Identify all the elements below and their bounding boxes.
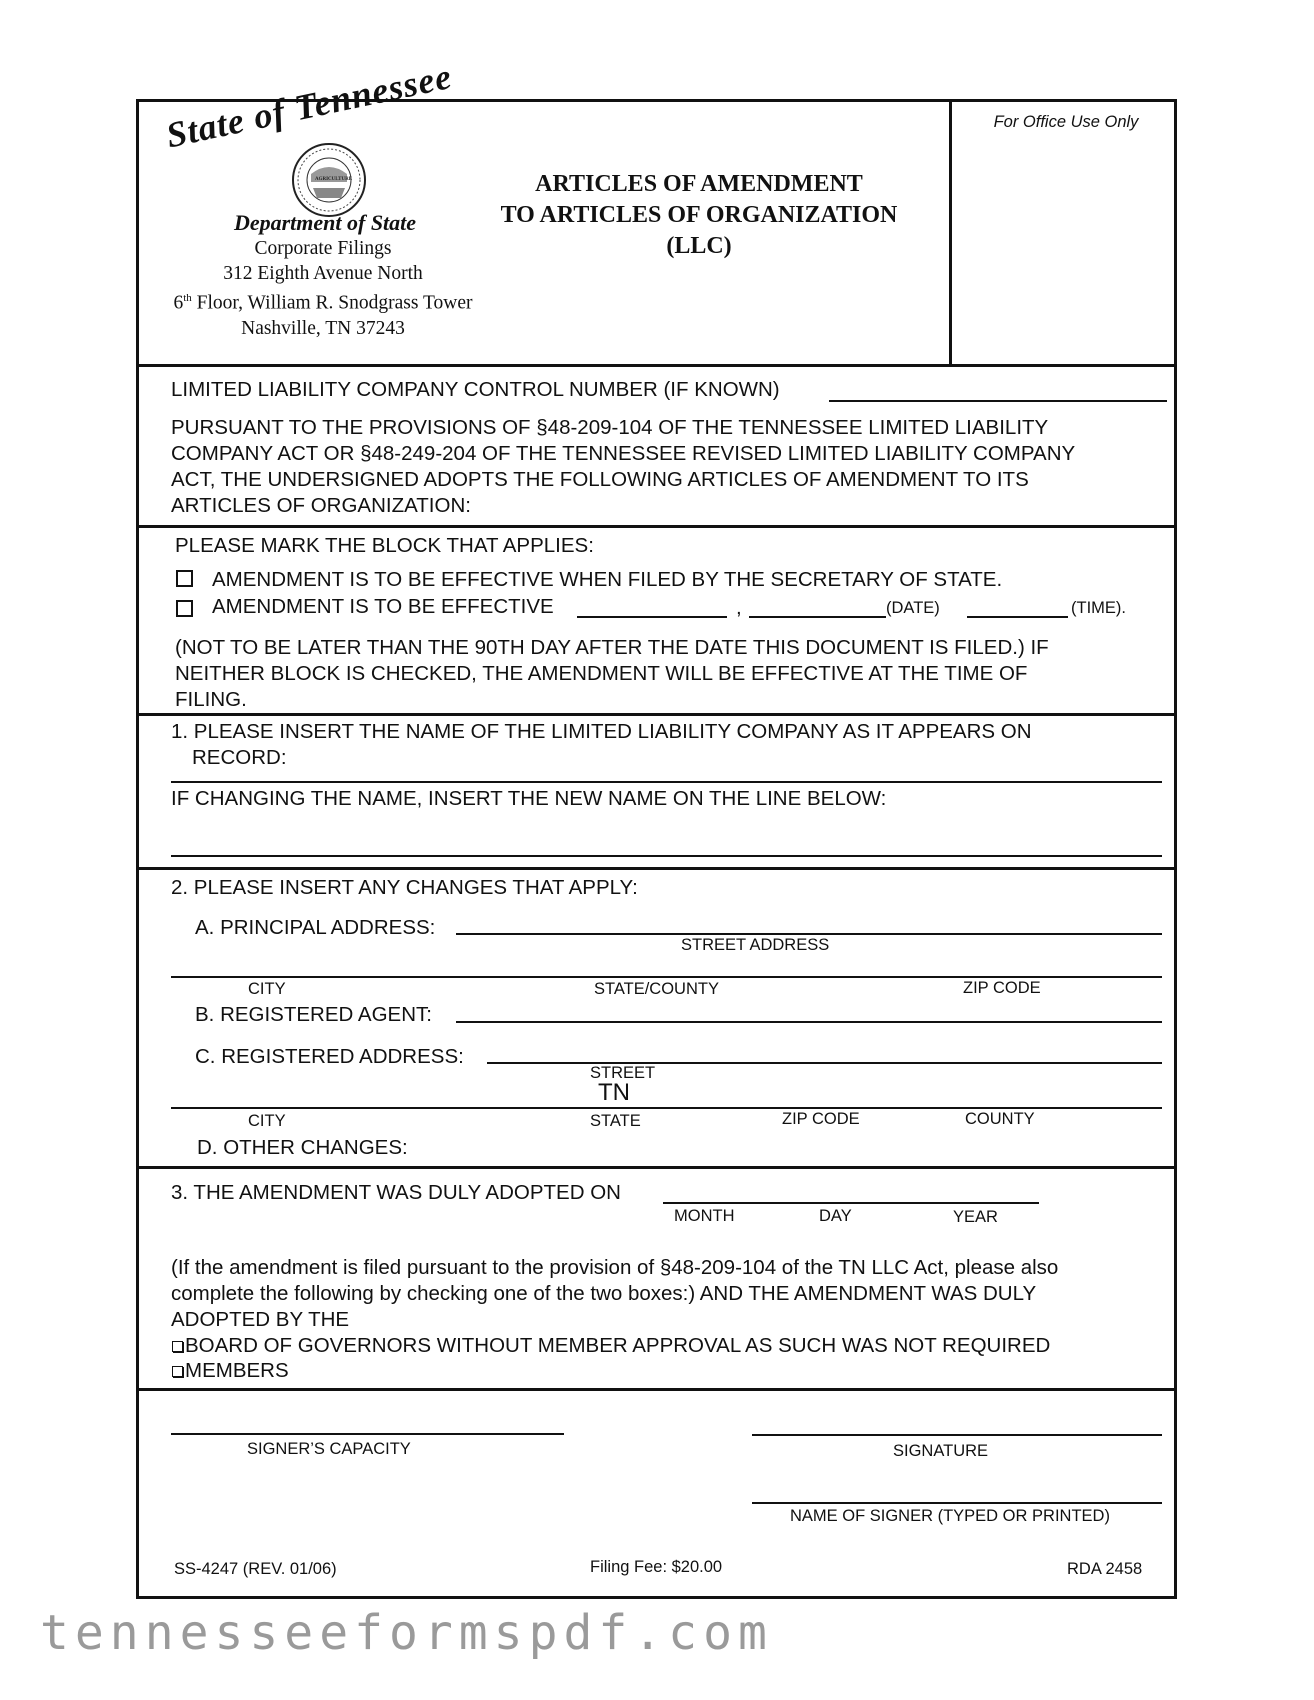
issuer-address: [153, 236, 493, 341]
division-line: Corporate Filings: [254, 238, 392, 259]
city2-label: CITY: [248, 1112, 286, 1130]
form-title: ARTICLES OF AMENDMENT TO ARTICLES OF ORGANIZATION (LLC): [500, 171, 898, 259]
street-address-label: STREET ADDRESS: [681, 936, 830, 954]
effective-date-field-2[interactable]: [749, 616, 886, 618]
signer-capacity-field[interactable]: [171, 1433, 564, 1435]
principal-city-field[interactable]: [171, 976, 1162, 978]
signature-label: SIGNATURE: [893, 1442, 989, 1460]
effective-date-field-1[interactable]: [577, 616, 727, 618]
board-of-governors-option[interactable]: BOARD OF GOVERNORS WITHOUT MEMBER APPROVAL AS SUCH WAS NOT REQUIRED: [172, 1333, 1050, 1359]
divider-effective: [139, 713, 1174, 716]
city-line: Nashville, TN 37243: [241, 317, 405, 339]
new-name-label: IF CHANGING THE NAME, INSERT THE NEW NAME ON THE LINE BELOW:: [171, 787, 887, 810]
effective-date-checkbox[interactable]: [176, 600, 193, 617]
new-name-field[interactable]: [171, 855, 1162, 857]
effective-date-label: AMENDMENT IS TO BE EFFECTIVE: [212, 595, 554, 618]
street-label: STREET: [590, 1064, 656, 1082]
members-checkbox[interactable]: [172, 1366, 183, 1377]
site-watermark: tennesseeformspdf.com: [40, 1605, 773, 1661]
other-changes-label: D. OTHER CHANGES:: [197, 1136, 408, 1159]
pursuant-paragraph: PURSUANT TO THE PROVISIONS OF §48-209-104 OF THE TENNESSEE LIMITED LIABILITY COMPANY ACT OR §48-249-204 OF THE TENNESSEE REVISED LIMITED LIABILITY COMPANY ACT, THE UNDERSIGNED ADOPTS THE FOLLOWING ARTICLES OF AMENDMENT TO ITS ARTICLES OF ORGANIZATION:: [171, 416, 1076, 517]
registered-agent-label: B. REGISTERED AGENT:: [195, 1003, 432, 1026]
floor-line: 6th Floor, William R. Snodgrass Tower: [173, 292, 473, 314]
state-name-text: State of Tennessee: [162, 55, 456, 156]
section1-line2: RECORD:: [192, 746, 287, 769]
effective-note: (NOT TO BE LATER THAN THE 90TH DAY AFTER THE DATE THIS DOCUMENT IS FILED.) IF NEITHER BLOCK IS CHECKED, THE AMENDMENT WILL BE EFFECTIVE AT THE TIME OF FILING.: [175, 636, 1049, 711]
effective-when-filed-checkbox[interactable]: [176, 570, 193, 587]
signature-field[interactable]: [752, 1434, 1162, 1436]
divider-section2: [139, 1166, 1174, 1169]
registered-city-field[interactable]: [171, 1107, 1162, 1109]
year-label: YEAR: [953, 1208, 998, 1226]
effective-when-filed-label: AMENDMENT IS TO BE EFFECTIVE WHEN FILED BY THE SECRETARY OF STATE.: [212, 568, 1003, 591]
board-checkbox[interactable]: [172, 1341, 183, 1352]
effective-time-field[interactable]: [967, 616, 1068, 618]
principal-street-field[interactable]: [456, 933, 1162, 935]
section2-heading: 2. PLEASE INSERT ANY CHANGES THAT APPLY:: [171, 876, 638, 899]
county-label: COUNTY: [965, 1110, 1035, 1128]
form-number: SS-4247 (REV. 01/06): [174, 1560, 337, 1578]
divider-section1: [139, 867, 1174, 870]
registered-agent-field[interactable]: [456, 1021, 1162, 1023]
form-frame: [136, 55, 1177, 1599]
filing-fee: Filing Fee: $20.00: [590, 1558, 723, 1576]
company-name-field[interactable]: [171, 781, 1162, 783]
divider-section3: [139, 1388, 1174, 1391]
seal-text: AGRICULTURE: [315, 177, 353, 182]
control-number-field[interactable]: [829, 400, 1167, 402]
section3-paragraph: (If the amendment is filed pursuant to the provision of §48-209-104 of the TN LLC Act, please also complete the following by checking one of the two boxes:) AND THE AMENDMENT WAS DULY ADOPTED BY THE: [171, 1256, 1059, 1331]
section3-heading: 3. THE AMENDMENT WAS DULY ADOPTED ON: [171, 1181, 621, 1204]
month-label: MONTH: [674, 1207, 735, 1225]
principal-address-label: A. PRINCIPAL ADDRESS:: [195, 916, 436, 939]
registered-street-field[interactable]: [487, 1062, 1162, 1064]
divider-control: [139, 525, 1174, 528]
day-label: DAY: [819, 1207, 852, 1225]
department-of-state: Department of State: [233, 210, 417, 235]
signer-name-label: NAME OF SIGNER (TYPED OR PRINTED): [790, 1507, 1110, 1525]
street-line: 312 Eighth Avenue North: [223, 263, 423, 284]
divider-header: [139, 364, 1174, 367]
members-option[interactable]: MEMBERS: [172, 1358, 289, 1384]
state-county-label: STATE/COUNTY: [594, 980, 719, 998]
control-number-label: LIMITED LIABILITY COMPANY CONTROL NUMBER (IF KNOWN): [171, 378, 780, 401]
state-value: TN: [598, 1079, 630, 1106]
date-label: (DATE): [886, 599, 940, 617]
adopted-date-field[interactable]: [663, 1202, 1039, 1204]
signer-capacity-label: SIGNER’S CAPACITY: [247, 1440, 411, 1458]
office-use-divider: [949, 102, 952, 364]
zip-code-label: ZIP CODE: [963, 979, 1041, 997]
effective-heading: PLEASE MARK THE BLOCK THAT APPLIES:: [175, 534, 594, 557]
signer-name-field[interactable]: [752, 1502, 1162, 1504]
state-label: STATE: [590, 1112, 641, 1130]
registered-address-label: C. REGISTERED ADDRESS:: [195, 1045, 464, 1068]
rda-number: RDA 2458: [1067, 1560, 1143, 1578]
zip2-label: ZIP CODE: [782, 1110, 860, 1128]
section1-line1: 1. PLEASE INSERT THE NAME OF THE LIMITED LIABILITY COMPANY AS IT APPEARS ON: [171, 720, 1032, 743]
office-use-label: For Office Use Only: [993, 113, 1139, 131]
effective-date-comma: ,: [736, 596, 742, 619]
city-label: CITY: [248, 980, 286, 998]
time-label: (TIME).: [1071, 599, 1126, 617]
state-seal: [291, 142, 367, 218]
